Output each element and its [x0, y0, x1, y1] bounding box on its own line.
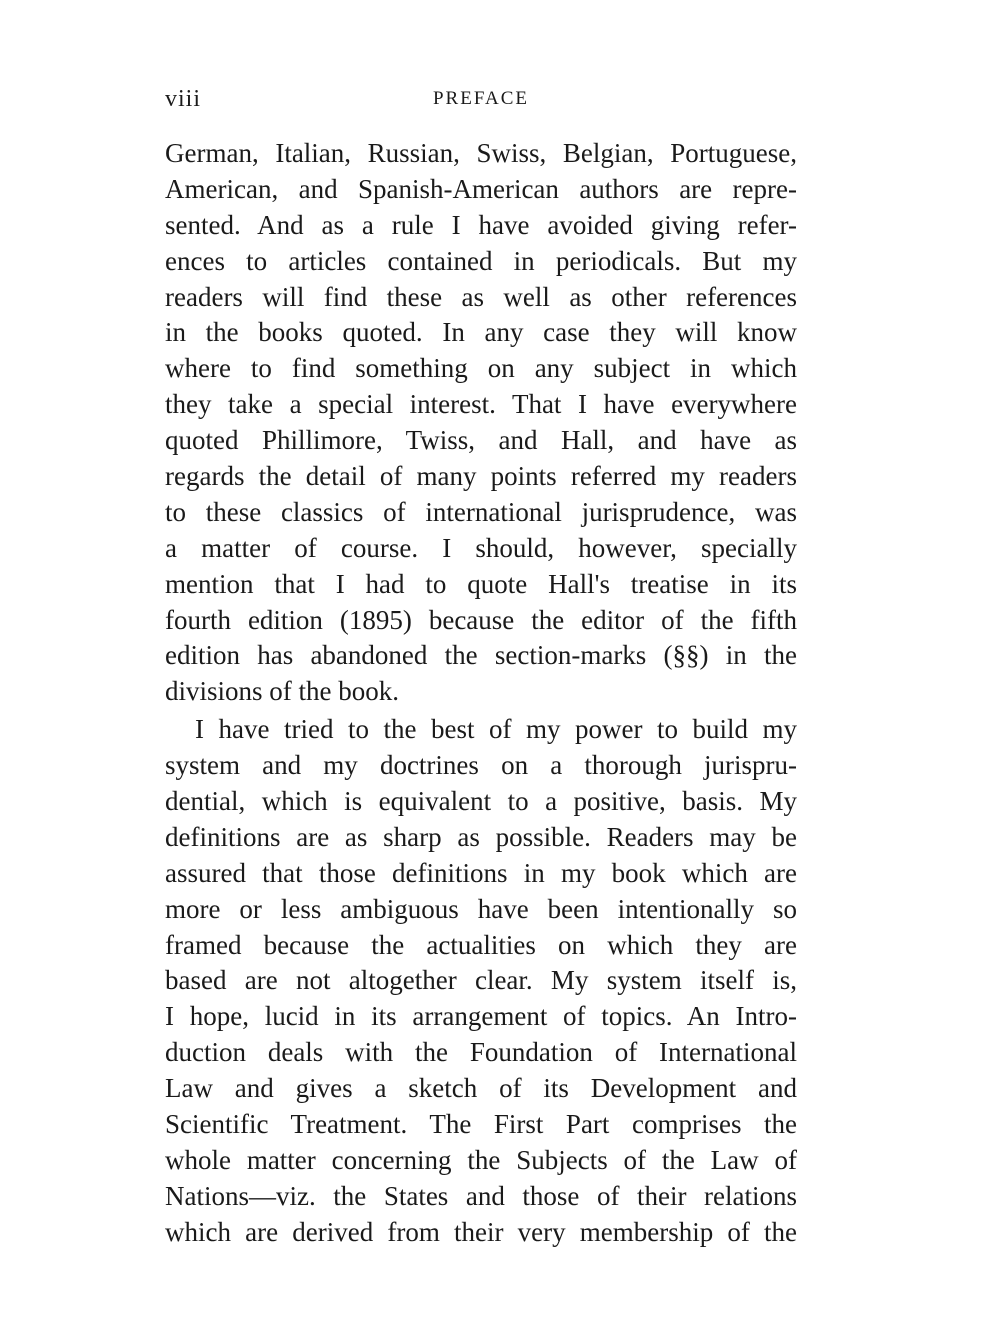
- text-line: Nations—viz. the States and those of their relations: [165, 1180, 797, 1211]
- text-line: whole matter concerning the Subjects of the Law of: [165, 1144, 797, 1175]
- text-line: a matter of course. I should, however, specially: [165, 532, 797, 563]
- text-line: divisions of the book.: [165, 676, 399, 707]
- text-line: German, Italian, Russian, Swiss, Belgian, Portuguese,: [165, 138, 797, 168]
- text-line: in the books quoted. In any case they will know: [165, 317, 797, 348]
- body-text: [165, 136, 797, 1251]
- text-line: definitions are as sharp as possible. Readers may be: [165, 821, 797, 852]
- text-line: I have tried to the best of my power to build my: [195, 714, 797, 745]
- text-line: I hope, lucid in its arrangement of topics. An Intro-: [165, 1001, 797, 1032]
- text-line: American, and Spanish-American authors are repre-: [165, 173, 797, 204]
- running-title: PREFACE: [432, 88, 529, 109]
- text-line: ences to articles contained in periodicals. But my: [165, 245, 797, 276]
- text-line: dential, which is equivalent to a positive, basis. My: [165, 786, 797, 817]
- text-line: mention that I had to quote Hall's treatise in its: [165, 568, 797, 599]
- text-line: they take a special interest. That I have everywhere: [165, 389, 797, 420]
- text-line: Scientific Treatment. The First Part comprises the: [165, 1109, 797, 1140]
- text-line: edition has abandoned the section-marks (§§) in the: [165, 640, 797, 671]
- text-line: assured that those definitions in my book which are: [165, 857, 797, 888]
- text-line: sented. And as a rule I have avoided giving refer-: [165, 209, 797, 240]
- text-line: framed because the actualities on which they are: [165, 929, 797, 960]
- text-line: to these classics of international jurisprudence, was: [165, 496, 797, 527]
- text-line: where to find something on any subject in which: [165, 353, 797, 384]
- text-line: readers will find these as well as other references: [165, 281, 797, 312]
- text-line: fourth edition (1895) because the editor of the fifth: [165, 604, 797, 635]
- text-line: regards the detail of many points referred my readers: [165, 461, 797, 492]
- text-line: more or less ambiguous have been intentionally so: [165, 893, 797, 924]
- page-header: [165, 86, 797, 120]
- text-line: based are not altogether clear. My system itself is,: [165, 965, 797, 996]
- text-line: quoted Phillimore, Twiss, and Hall, and have as: [165, 425, 797, 456]
- paragraph: [165, 136, 797, 710]
- page-number: viii: [165, 86, 202, 112]
- paragraph: [165, 712, 797, 1250]
- text-line: duction deals with the Foundation of International: [165, 1037, 797, 1068]
- text-line: Law and gives a sketch of its Development and: [165, 1073, 797, 1104]
- text-line: system and my doctrines on a thorough jurispru-: [165, 750, 797, 781]
- text-line: which are derived from their very membership of the: [165, 1216, 797, 1247]
